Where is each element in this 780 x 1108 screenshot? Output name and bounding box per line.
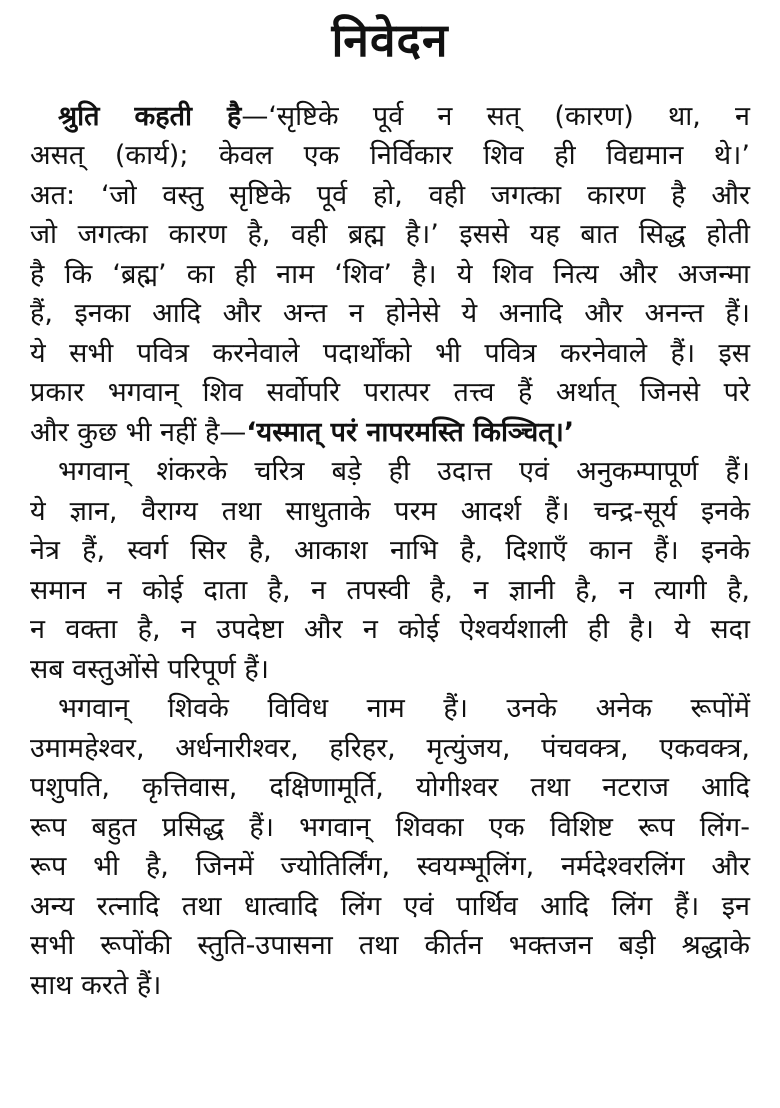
text-line: हैं, इनका आदि और अन्त न होनेसे ये अनादि और अनन्त हैं। xyxy=(30,298,750,329)
text-line: प्रकार भगवान् शिव सर्वोपरि परात्पर तत्त्व हैं अर्थात् जिनसे परे xyxy=(30,377,750,408)
line-text: —‘सृष्टिके पूर्व न सत् (कारण) था, न xyxy=(241,101,750,132)
text-line: ये सभी पवित्र करनेवाले पदार्थोंको भी पवित्र करनेवाले हैं। इस xyxy=(30,338,750,369)
text-line: साथ करते हैं। xyxy=(30,970,162,1001)
text-line: जो जगत्का कारण है, वही ब्रह्म है।’ इससे यह बात सिद्ध होती xyxy=(30,219,750,250)
text-line: उमामहेश्वर, अर्धनारीश्वर, हरिहर, मृत्युंजय, पंचवक्त्र, एकवक्त्र, xyxy=(30,733,750,764)
text-line: सभी रूपोंकी स्तुति-उपासना तथा कीर्तन भक्तजन बड़ी श्रद्धाके xyxy=(30,930,750,961)
text-line xyxy=(58,97,750,137)
text-line: है कि ‘ब्रह्म’ का ही नाम ‘शिव’ है। ये शिव नित्य और अजन्मा xyxy=(30,259,750,290)
text-line: असत् (कार्य); केवल एक निर्विकार शिव ही विद्यमान थे।’ xyxy=(30,140,750,171)
text-line: समान न कोई दाता है, न तपस्वी है, न ज्ञानी है, न त्यागी है, xyxy=(30,575,750,606)
page-title: निवेदन xyxy=(331,13,449,67)
bold-quote-text: ‘यस्मात् परं नापरमस्ति किञ्चित्।’ xyxy=(246,417,575,448)
line-text: और कुछ भी नहीं है— xyxy=(30,417,247,448)
text-line: अन्य रत्नादि तथा धात्वादि लिंग एवं पार्थिव आदि लिंग हैं। इन xyxy=(30,891,750,922)
text-line: सब वस्तुओंसे परिपूर्ण हैं। xyxy=(30,654,269,685)
text-line: रूप भी है, जिनमें ज्योतिर्लिंग, स्वयम्भूलिंग, नर्मदेश्वरलिंग और xyxy=(30,851,750,882)
text-line: ये ज्ञान, वैराग्य तथा साधुताके परम आदर्श हैं। चन्द्र-सूर्य इनके xyxy=(30,496,750,527)
text-line: रूप बहुत प्रसिद्ध हैं। भगवान् शिवका एक विशिष्ट रूप लिंग- xyxy=(30,812,750,843)
text-line xyxy=(30,413,750,453)
text-line: नेत्र हैं, स्वर्ग सिर है, आकाश नाभि है, दिशाएँ कान हैं। इनके xyxy=(30,535,750,566)
text-line: अत: ‘जो वस्तु सृष्टिके पूर्व हो, वही जगत्का कारण है और xyxy=(30,180,750,211)
text-line: भगवान् शंकरके चरित्र बड़े ही उदात्त एवं अनुकम्पापूर्ण हैं। xyxy=(58,456,750,487)
text-line: पशुपति, कृत्तिवास, दक्षिणामूर्ति, योगीश्वर तथा नटराज आदि xyxy=(30,772,750,803)
bold-lead-text: श्रुति कहती है xyxy=(58,101,242,132)
text-line: भगवान् शिवके विविध नाम हैं। उनके अनेक रूपोंमें xyxy=(58,693,750,724)
text-line: न वक्ता है, न उपदेष्टा और न कोई ऐश्वर्यशाली ही है। ये सदा xyxy=(30,614,750,645)
